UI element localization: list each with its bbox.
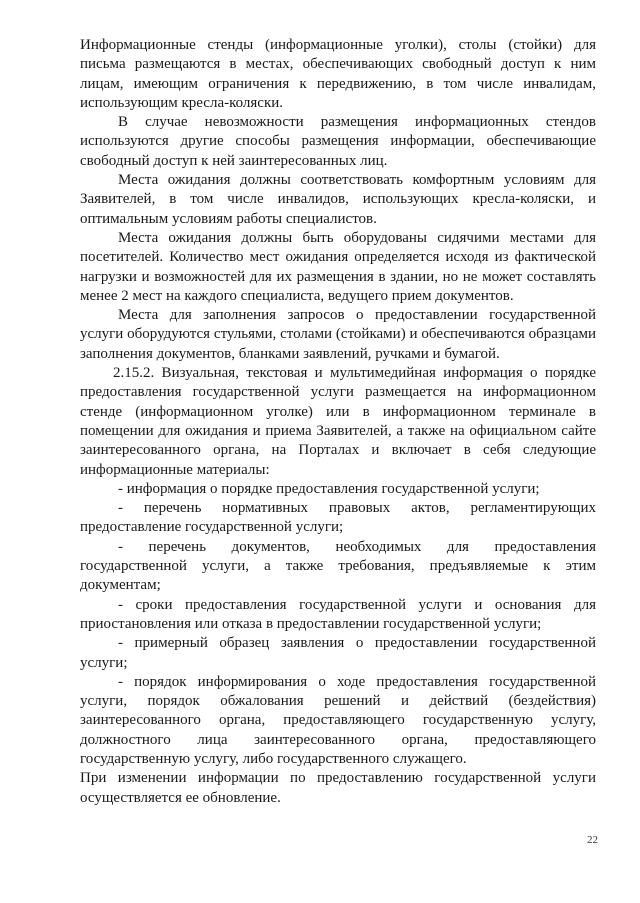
list-item-sample-application: - примерный образец заявления о предоставлении государственной услуги; [80,635,596,671]
paragraph-update-info: При изменении информации по предоставлению государственной услуги осуществляется ее обновление. [80,770,596,806]
paragraph-section-2-15-2: 2.15.2. Визуальная, текстовая и мультимедийная информация о порядке предоставления государственной услуги размещается на информационном стенде (информационном уголке) или в информационном терминале в помещении для ожидания и приема Заявителей, а также на официальном сайте заинтересованного органа, на Порталах и включает в себя следующие информационные материалы: [80,365,596,478]
paragraph-waiting-seats: Места ожидания должны быть оборудованы сидячими местами для посетителей. Количество мест ожидания определяется исходя из фактической нагрузки и возможностей для их размещения в здании, но не может составлять менее 2 мест на каждого специалиста, ведущего прием документов. [80,229,596,304]
list-item-legal-acts: - перечень нормативных правовых актов, регламентирующих предоставление государственной услуги; [80,500,596,536]
document-page [80,36,596,808]
paragraph-info-stands: Информационные стенды (информационные уголки), столы (стойки) для письма размещаются в местах, обеспечивающих свободный доступ к ним лицам, имеющим ограничения к передвижению, в том числе инвалидам, использующим кресла-коляски. [80,37,596,111]
page-number: 22 [587,834,598,846]
list-item-required-documents: - перечень документов, необходимых для предоставления государственной услуги, а также требования, предъявляемые к этим документам; [80,538,596,594]
paragraph-other-methods: В случае невозможности размещения информационных стендов используются другие способы размещения информации, обеспечивающие свободный доступ к ней заинтересованных лиц. [80,114,596,169]
list-item-appeal-procedure: - порядок информирования о ходе предоставления государственной услуги, порядок обжалования решений и действий (бездействия) заинтересованного органа, предоставляющего государственную услугу, должностного лица заинтересованного органа, предоставляющего государственную услугу, либо государственного служащего. [80,673,596,767]
list-item-procedure-info: - информация о порядке предоставления государственной услуги; [118,480,540,497]
list-item-deadlines: - сроки предоставления государственной услуги и основания для приостановления или отказа в предоставлении государственной услуги; [80,596,596,632]
paragraph-filling-places: Места для заполнения запросов о предоставлении государственной услуги оборудуются стульями, столами (стойками) и обеспечиваются образцами заполнения документов, бланками заявлений, ручками и бумагой. [80,307,596,362]
paragraph-waiting-comfort: Места ожидания должны соответствовать комфортным условиям для Заявителей, в том числе инвалидов, использующих кресла-коляски, и оптимальным условиям работы специалистов. [80,172,596,227]
